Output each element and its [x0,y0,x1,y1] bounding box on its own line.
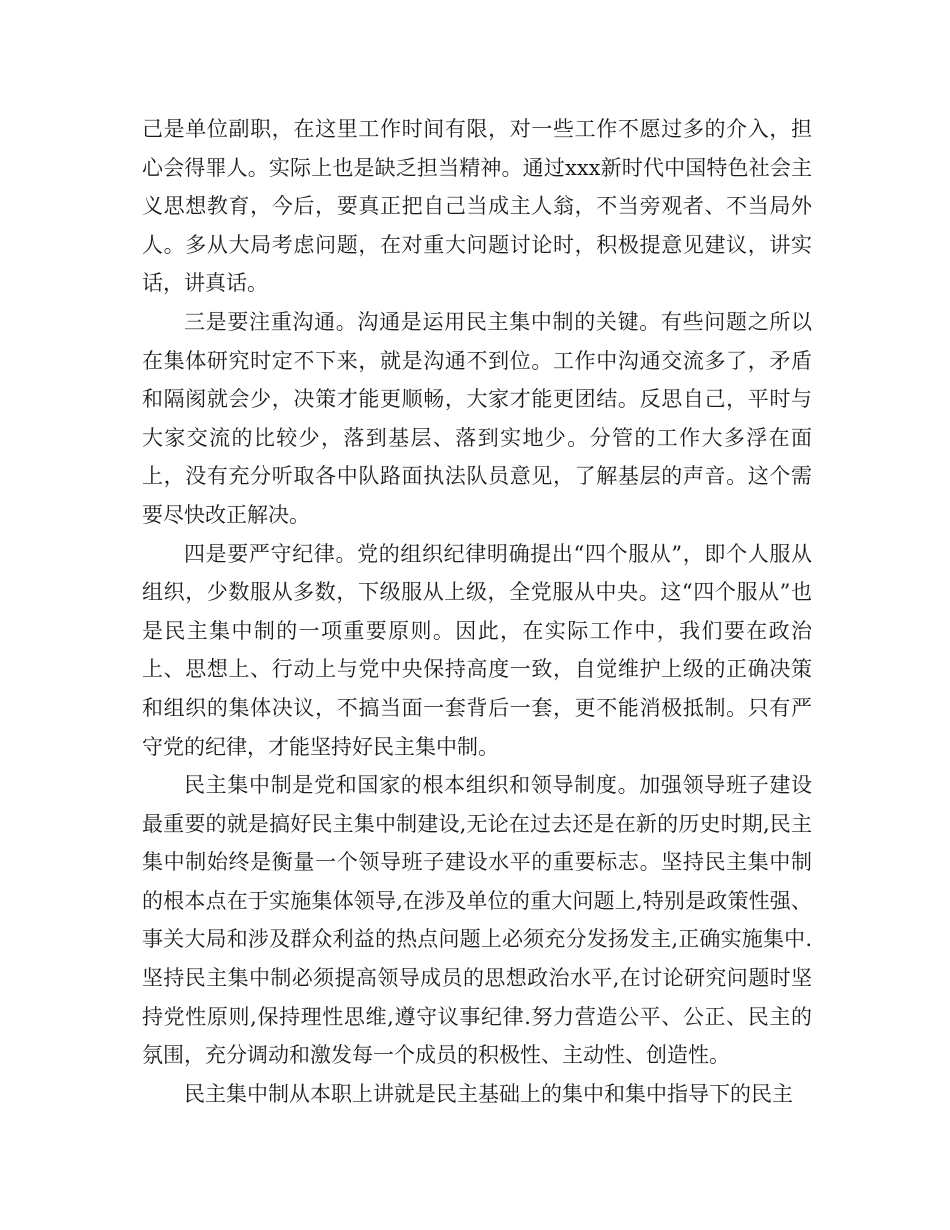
paragraph-1: 己是单位副职，在这里工作时间有限，对一些工作不愿过多的介入，担心会得罪人。实际上也是缺乏担当精神。通过xxx新时代中国特色社会主义思想教育，今后，要真正把自己当成主人翁，不当旁观者、不当局外人。多从大局考虑问题，在对重大问题讨论时，积极提意见建议，讲实话，讲真话。 [142,117,812,296]
paragraph-4: 民主集中制是党和国家的根本组织和领导制度。加强领导班子建设最重要的就是搞好民主集中制建设,无论在过去还是在新的历史时期,民主集中制始终是衡量一个领导班子建设水平的重要标志。坚持民主集中制的根本点在于实施集体领导,在涉及单位的重大问题上,特别是政策性强、事关大局和涉及群众利益的热点问题上必须充分发扬发主,正确实施集中.坚持民主集中制必须提高领导成员的思想政治水平,在讨论研究问题时坚持党性原则,保持理性思维,遵守议事纪律.努力营造公平、公正、民主的氛围，充分调动和激发每一个成员的积极性、主动性、创造性。 [142,773,812,1068]
paragraph-3: 四是要严守纪律。党的组织纪律明确提出“四个服从”，即个人服从组织，少数服从多数，下级服从上级，全党服从中央。这“四个服从”也是民主集中制的一项重要原则。因此，在实际工作中，我们要在政治上、思想上、行动上与党中央保持高度一致，自觉维护上级的正确决策和组织的集体决议，不搞当面一套背后一套，更不能消极抵制。只有严守党的纪律，才能坚持好民主集中制。 [142,541,812,759]
document-page [142,110,812,1113]
paragraph-5: 民主集中制从本职上讲就是民主基础上的集中和集中指导下的民主 [184,1081,793,1106]
paragraph-2: 三是要注重沟通。沟通是运用民主集中制的关键。有些问题之所以在集体研究时定不下来，就是沟通不到位。工作中沟通交流多了，矛盾和隔阂就会少，决策才能更顺畅，大家才能更团结。反思自己，平时与大家交流的比较少，落到基层、落到实地少。分管的工作大多浮在面上，没有充分听取各中队路面执法队员意见，了解基层的声音。这个需要尽快改正解决。 [142,309,812,527]
